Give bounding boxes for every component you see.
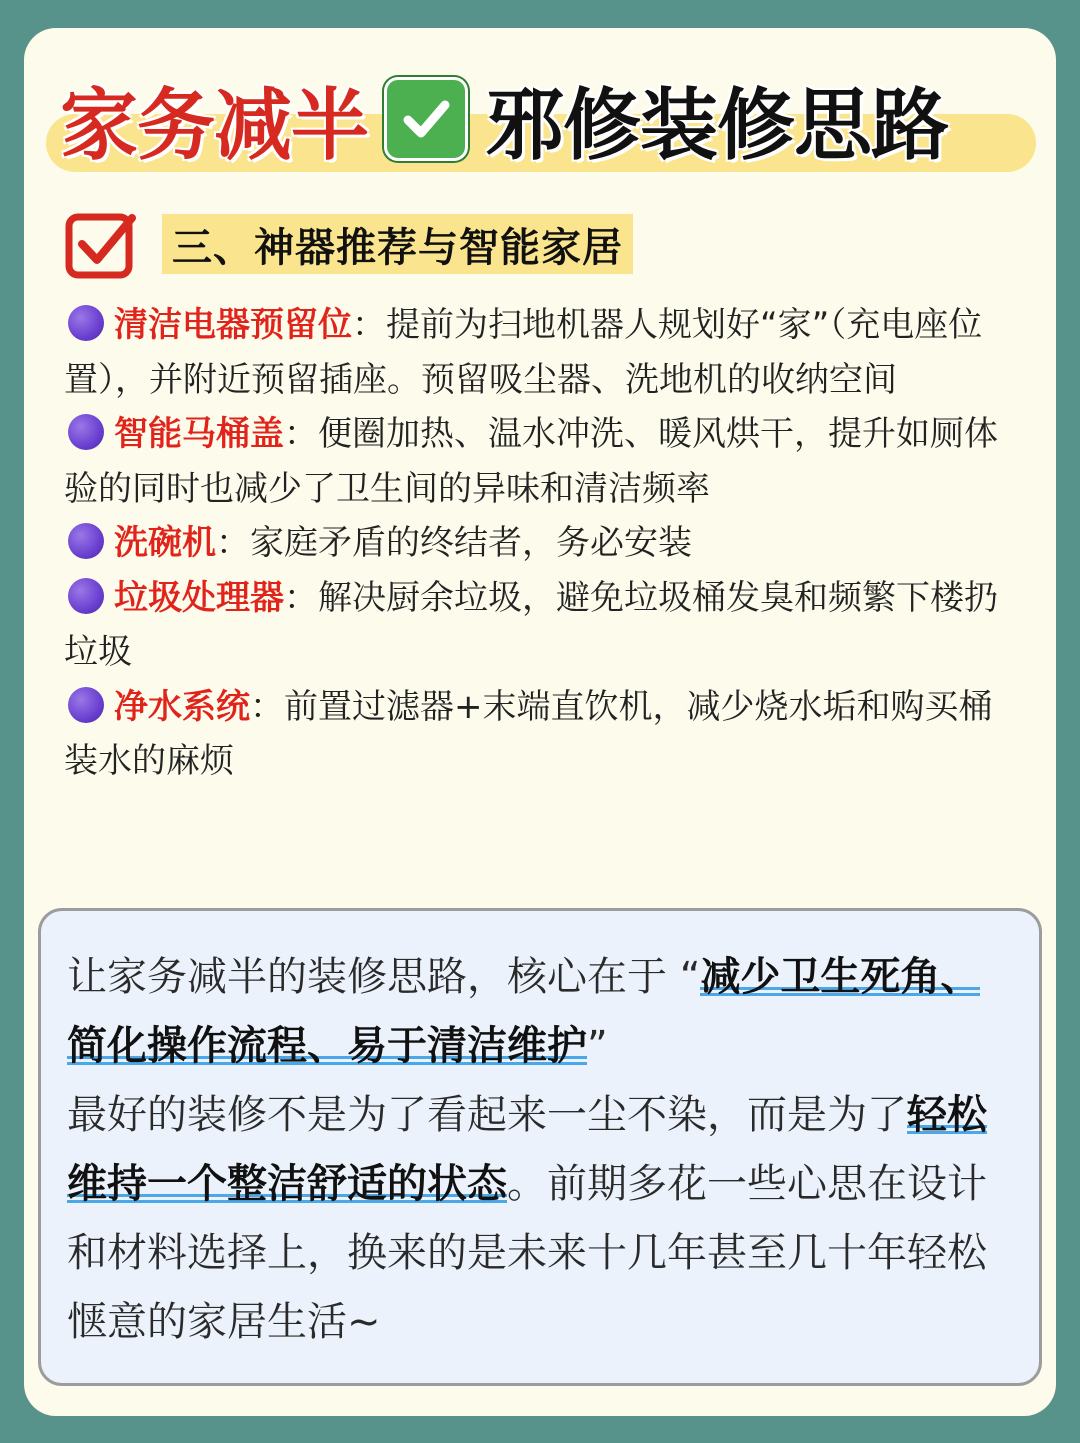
summary-paragraph-1 <box>67 943 1013 1081</box>
summary-text: ” <box>587 1023 608 1069</box>
checkbox-checked-icon <box>64 208 138 282</box>
list-item <box>64 516 1014 571</box>
item-keyword: 垃圾处理器 <box>114 577 284 618</box>
summary-text: 最好的装修不是为了看起来一尘不染，而是为了 <box>67 1092 907 1138</box>
summary-paragraph-2 <box>67 1081 1013 1357</box>
item-keyword: 清洁电器预留位 <box>114 305 352 345</box>
section-heading-highlight <box>162 214 633 274</box>
list-item <box>64 680 1014 789</box>
item-text: ：提前为扫地机器人规划好“家”（充电座位置），并附近预留插座。预留吸尘器、洗地机的收纳空间 <box>64 305 983 400</box>
feature-list <box>64 298 1014 789</box>
item-keyword: 净水系统 <box>114 686 250 727</box>
list-item <box>64 298 1014 407</box>
summary-text: 。前期多花一些心思在设计和材料选择上，换来的是未来十几年甚至几十年轻松惬意的家居生活~ <box>67 1161 987 1345</box>
page-title <box>60 64 1020 174</box>
item-text: ：便圈加热、温水冲洗、暖风烘干，提升如厕体验的同时也减少了卫生间的异味和清洁频率 <box>64 414 998 509</box>
content-card <box>24 28 1056 1416</box>
list-item <box>64 407 1014 516</box>
item-keyword: 智能马桶盖 <box>114 414 284 454</box>
purple-circle-icon <box>68 578 104 614</box>
section-heading: 三、神器推荐与智能家居 <box>172 224 623 271</box>
purple-circle-icon <box>68 414 104 450</box>
item-text: ：家庭矛盾的终结者，务必安装 <box>216 523 692 563</box>
summary-highlight: 减少卫生死角、简化操作流程、易于清洁维护 <box>67 954 981 1069</box>
summary-text: 让家务减半的装修思路，核心在于 “ <box>67 954 701 1000</box>
item-keyword: 洗碗机 <box>114 523 216 563</box>
check-mark-button-icon <box>384 77 468 161</box>
summary-box <box>38 908 1042 1386</box>
purple-circle-icon <box>68 687 104 723</box>
purple-circle-icon <box>68 305 104 341</box>
title-part-1: 家务减半 <box>60 81 369 171</box>
list-item <box>64 571 1014 680</box>
item-text: ：解决厨余垃圾，避免垃圾桶发臭和频繁下楼扔垃圾 <box>64 577 998 672</box>
purple-circle-icon <box>68 523 104 559</box>
summary-highlight: 轻松维持一个整洁舒适的状态 <box>67 1092 987 1207</box>
title-part-2: 邪修装修思路 <box>486 81 949 171</box>
item-text: ：前置过滤器+末端直饮机，减少烧水垢和购买桶装水的麻烦 <box>64 686 993 781</box>
